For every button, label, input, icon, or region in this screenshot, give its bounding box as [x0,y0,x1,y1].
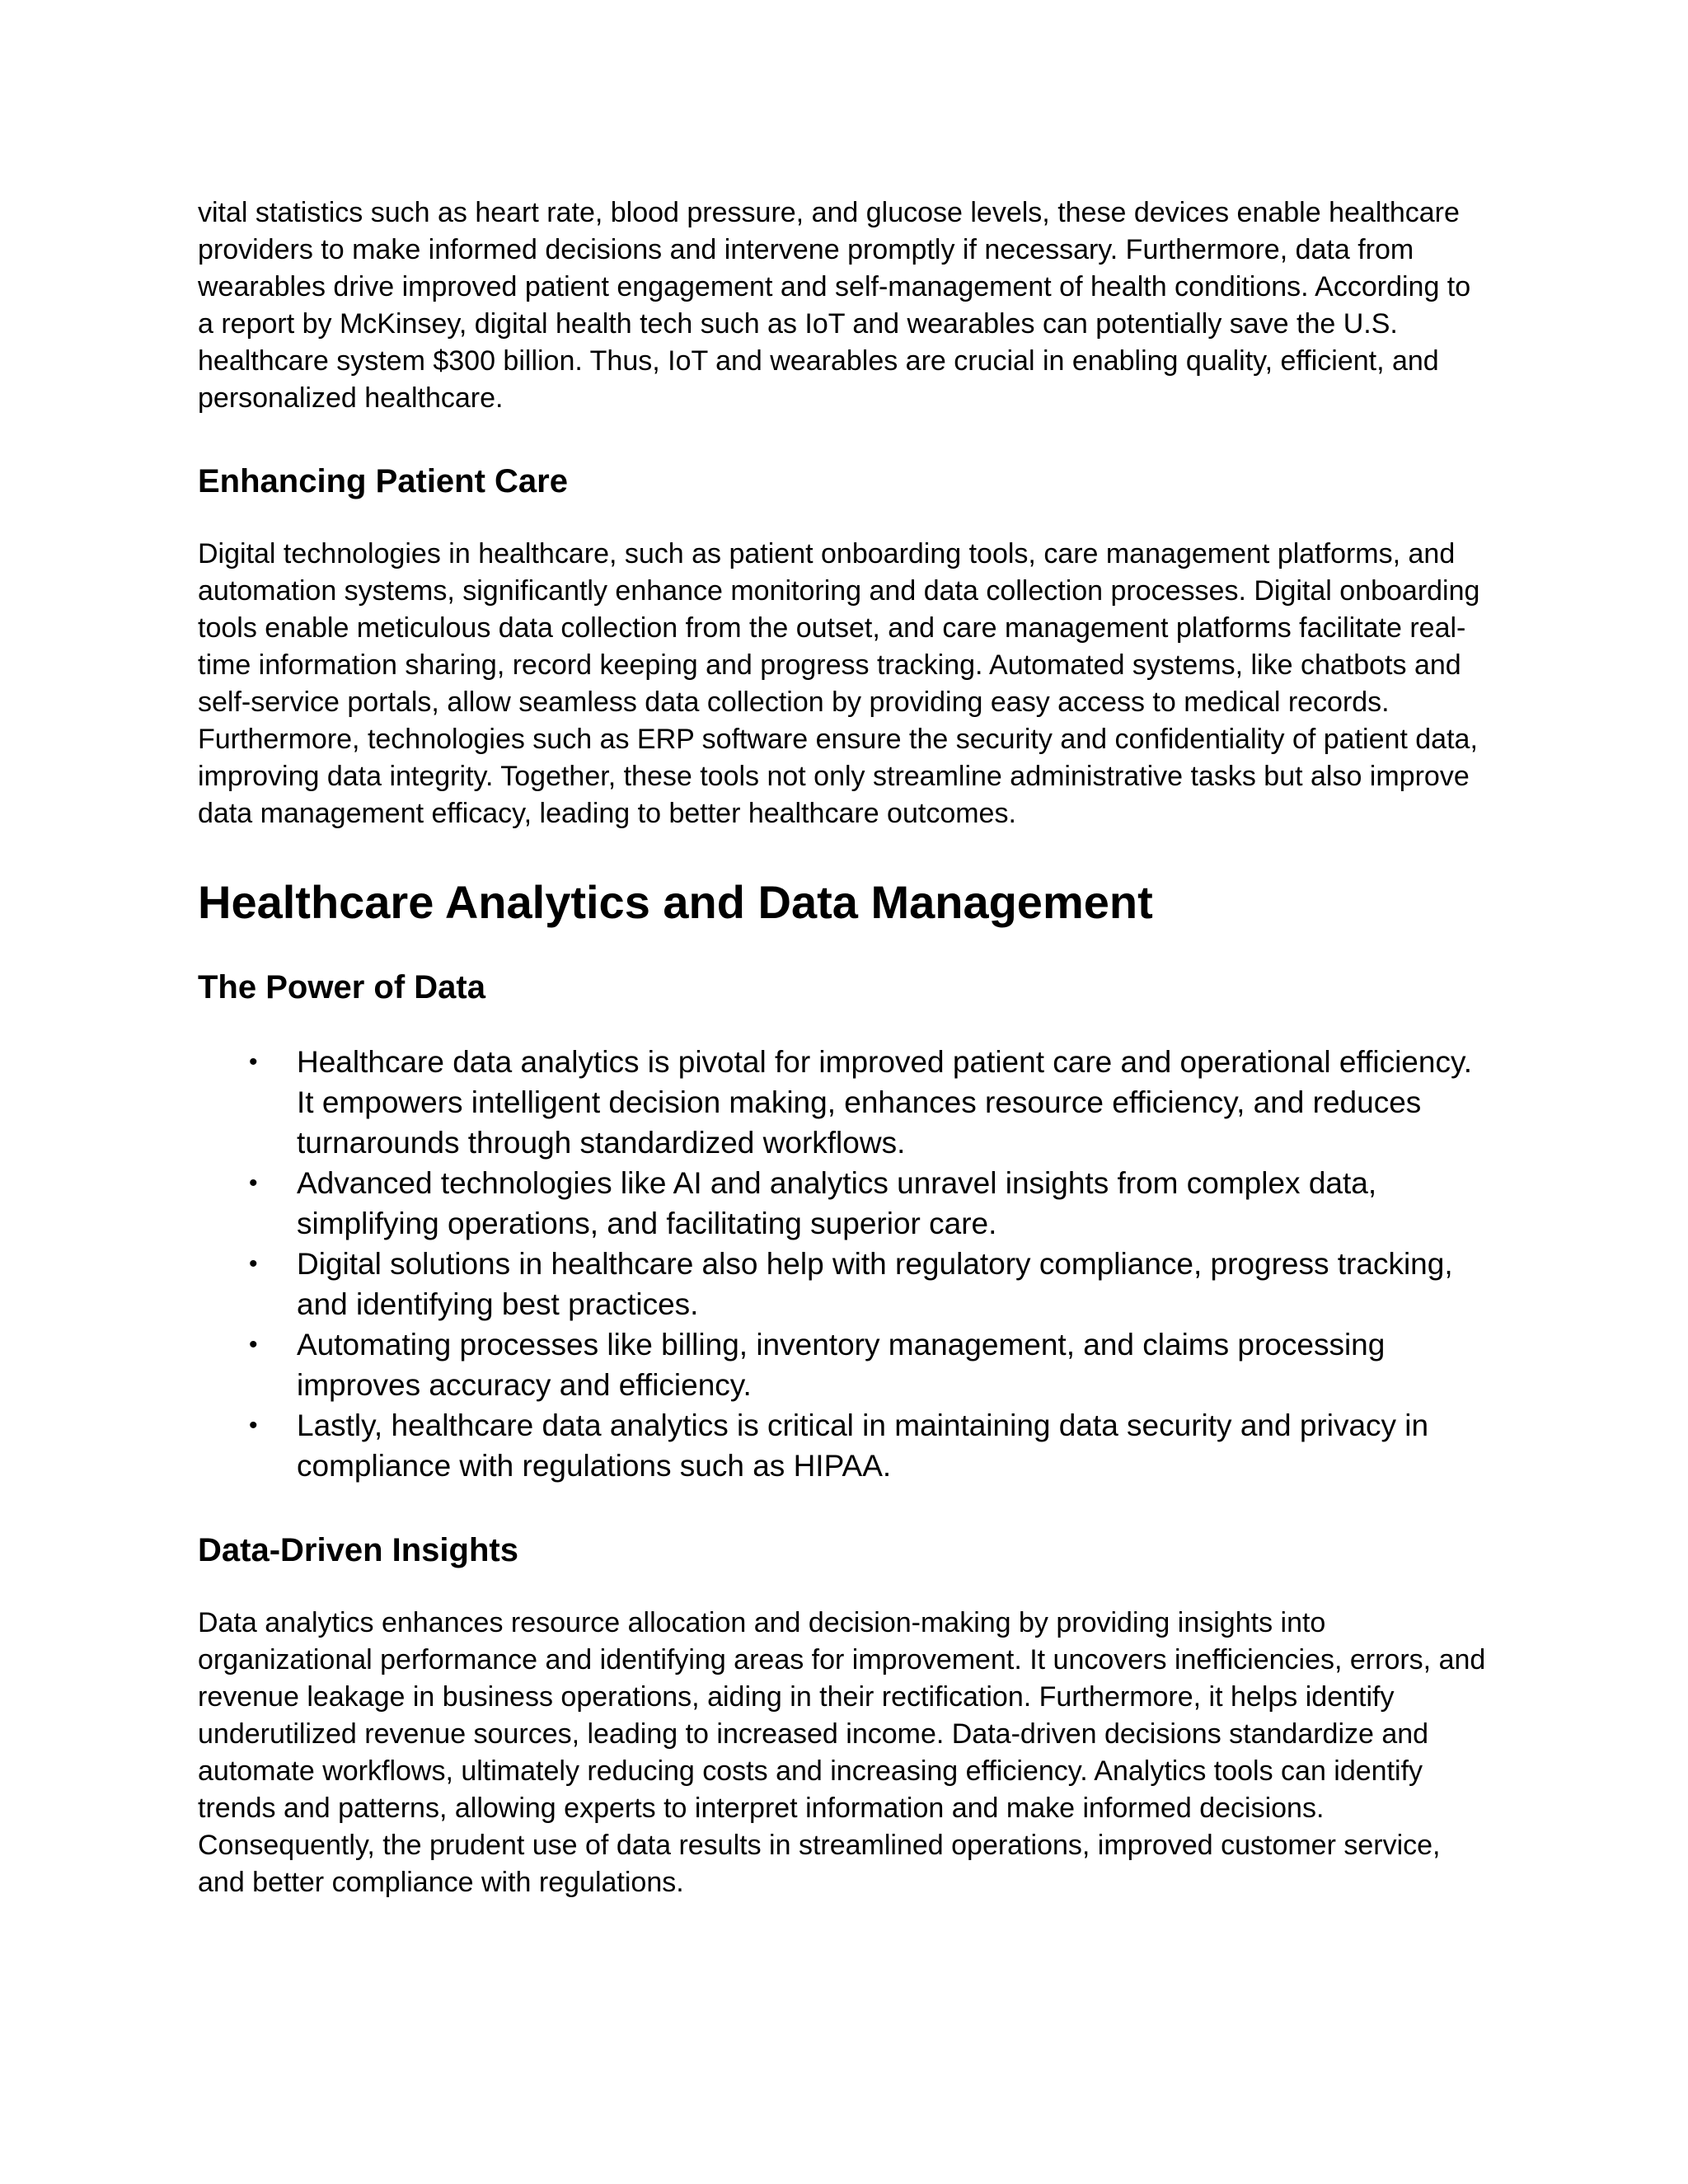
list-item-text: Automating processes like billing, inventory management, and claims processing improves accuracy and efficiency. [297,1328,1386,1402]
list-item-text: Advanced technologies like AI and analytics unravel insights from complex data, simplifying operations, and facilitating superior care. [297,1166,1377,1240]
list-item [198,1324,1492,1405]
power-of-data-bullet-list [198,1042,1492,1486]
list-item-text: Healthcare data analytics is pivotal for improved patient care and operational efficiency. It empowers intelligent decision making, enhances resource efficiency, and reduces turnarounds through standardized workflows. [297,1045,1472,1160]
main-heading: Healthcare Analytics and Data Management [198,876,1153,928]
document-page [198,194,1492,1901]
section-title-data-driven-insights: Data-Driven Insights [198,1532,518,1568]
list-item-text: Digital solutions in healthcare also help with regulatory compliance, progress tracking, and identifying best practices. [297,1247,1453,1321]
list-item [198,1163,1492,1244]
section-title-enhancing-patient-care: Enhancing Patient Care [198,463,568,499]
data-driven-insights-paragraph: Data analytics enhances resource allocation and decision-making by providing insights into organizational performance and identifying areas for improvement. It uncovers inefficiencies, errors, and revenue leakage in business operations, aiding in their rectification. Furthermore, it helps identify underutilized revenue sources, leading to increased income. Data-driven decisions standardize and automate workflows, ultimately reducing costs and increasing efficiency. Analytics tools can identify trends and patterns, allowing experts to interpret information and make informed decisions. Consequently, the prudent use of data results in streamlined operations, improved customer service, and better compliance with regulations. [198,1607,1486,1898]
bullet-icon: • [249,1412,258,1439]
bullet-icon: • [249,1331,258,1358]
bullet-icon: • [249,1169,258,1197]
list-item-text: Lastly, healthcare data analytics is critical in maintaining data security and privacy in compliance with regulations such as HIPAA. [297,1408,1429,1483]
list-item [198,1244,1492,1324]
list-item [198,1405,1492,1486]
section-title-power-of-data: The Power of Data [198,969,485,1005]
intro-paragraph: vital statistics such as heart rate, blood pressure, and glucose levels, these devices enable healthcare providers to make informed decisions and intervene promptly if necessary. Furthermore, data from wearables drive improved patient engagement and self-management of health conditions. According to a report by McKinsey, digital health tech such as IoT and wearables can potentially save the U.S. healthcare system $300 billion. Thus, IoT and wearables are crucial in enabling quality, efficient, and personalized healthcare. [198,197,1471,414]
bullet-icon: • [249,1250,258,1277]
list-item [198,1042,1492,1163]
bullet-icon: • [249,1048,258,1076]
enhancing-patient-care-paragraph: Digital technologies in healthcare, such as patient onboarding tools, care management platforms, and automation systems, significantly enhance monitoring and data collection processes. Digital onboarding tools enable meticulous data collection from the outset, and care management platforms facilitate real-time information sharing, record keeping and progress tracking. Automated systems, like chatbots and self-service portals, allow seamless data collection by providing easy access to medical records. Furthermore, technologies such as ERP software ensure the security and confidentiality of patient data, improving data integrity. Together, these tools not only streamline administrative tasks but also improve data management efficacy, leading to better healthcare outcomes. [198,538,1480,829]
